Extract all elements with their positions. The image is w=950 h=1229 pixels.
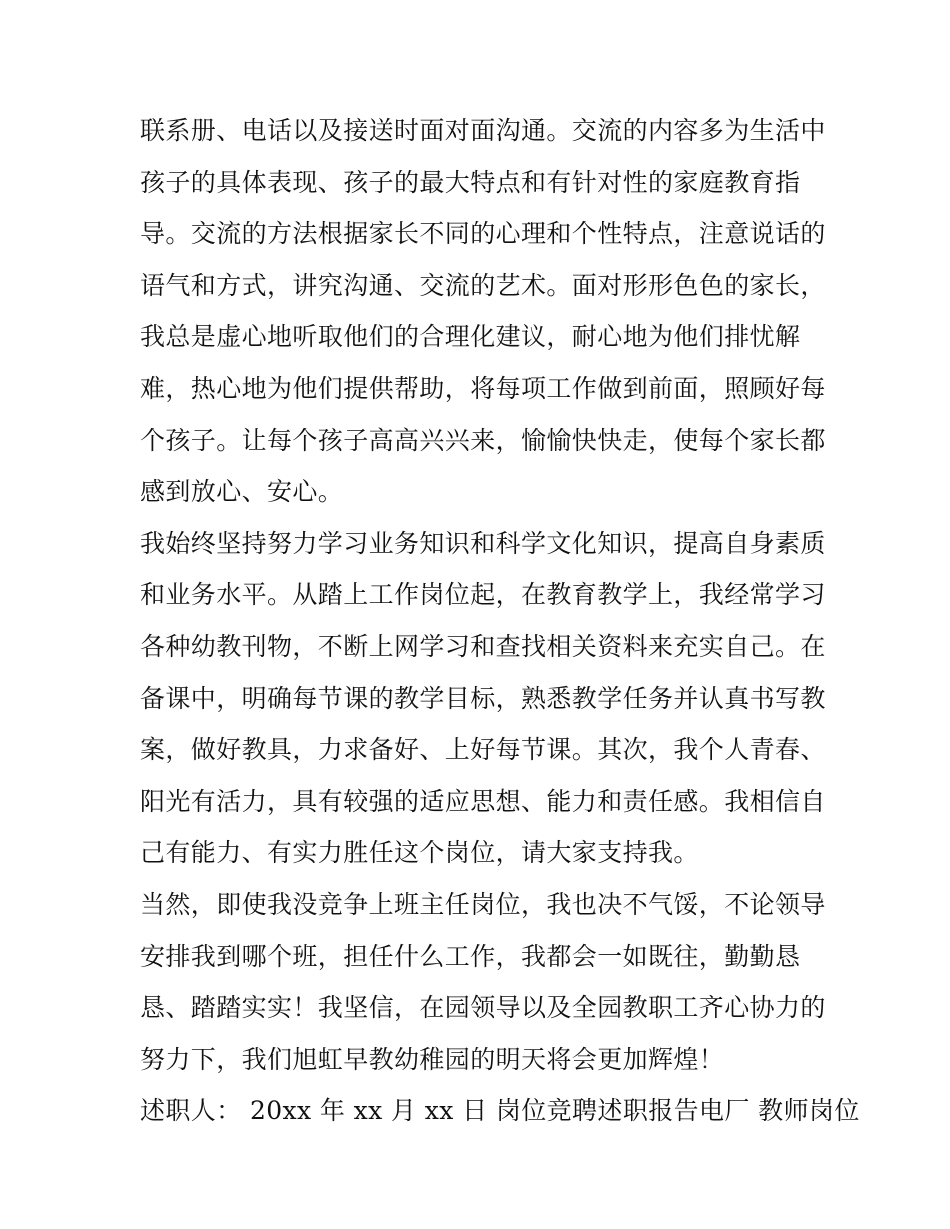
- text-line: 己有能力、有实力胜任这个岗位，请大家支持我。: [140, 838, 699, 868]
- text-line: 导。交流的方法根据家长不同的心理和个性特点，注意说话的: [140, 219, 826, 249]
- text-line: 个孩子。让每个孩子高高兴兴来，愉愉快快走，使每个家长都: [140, 425, 826, 455]
- text-line: 和业务水平。从踏上工作岗位起，在教育教学上，我经常学习: [140, 580, 826, 610]
- text-line: 恳、踏踏实实！我坚信，在园领导以及全园教职工齐心协力的: [140, 993, 826, 1023]
- text-line: 语气和方式，讲究沟通、交流的艺术。面对形形色色的家长，: [140, 270, 826, 300]
- text-line: 各种幼教刊物，不断上网学习和查找相关资料来充实自己。在: [140, 631, 826, 661]
- text-line: 当然，即使我没竞争上班主任岗位，我也决不气馁，不论领导: [140, 889, 826, 919]
- text-line: 难，热心地为他们提供帮助，将每项工作做到前面，照顾好每: [140, 373, 826, 403]
- text-line: 案，做好教具，力求备好、上好每节课。其次，我个人青春、: [140, 735, 826, 765]
- text-line: 联系册、电话以及接送时面对面沟通。交流的内容多为生活中: [140, 116, 826, 145]
- text-line: 安排我到哪个班，担任什么工作，我都会一如既往，勤勤恳: [140, 941, 801, 971]
- signature-line: 述职人： 20xx 年 xx 月 xx 日 岗位竞聘述职报告电厂 教师岗位: [140, 1096, 860, 1126]
- document-body: [140, 105, 860, 1137]
- text-line: 备课中，明确每节课的教学目标，熟悉教学任务并认真书写教: [140, 683, 826, 713]
- text-line: 努力下，我们旭虹早教幼稚园的明天将会更加辉煌！: [140, 1044, 725, 1074]
- text-line: 孩子的具体表现、孩子的最大特点和有针对性的家庭教育指: [140, 167, 801, 197]
- text-line: 感到放心、安心。: [140, 477, 344, 507]
- text-line: 阳光有活力，具有较强的适应思想、能力和责任感。我相信自: [140, 786, 826, 816]
- text-line: 我始终坚持努力学习业务知识和科学文化知识，提高自身素质: [140, 528, 826, 558]
- text-line: 我总是虚心地听取他们的合理化建议，耐心地为他们排忧解: [140, 322, 801, 352]
